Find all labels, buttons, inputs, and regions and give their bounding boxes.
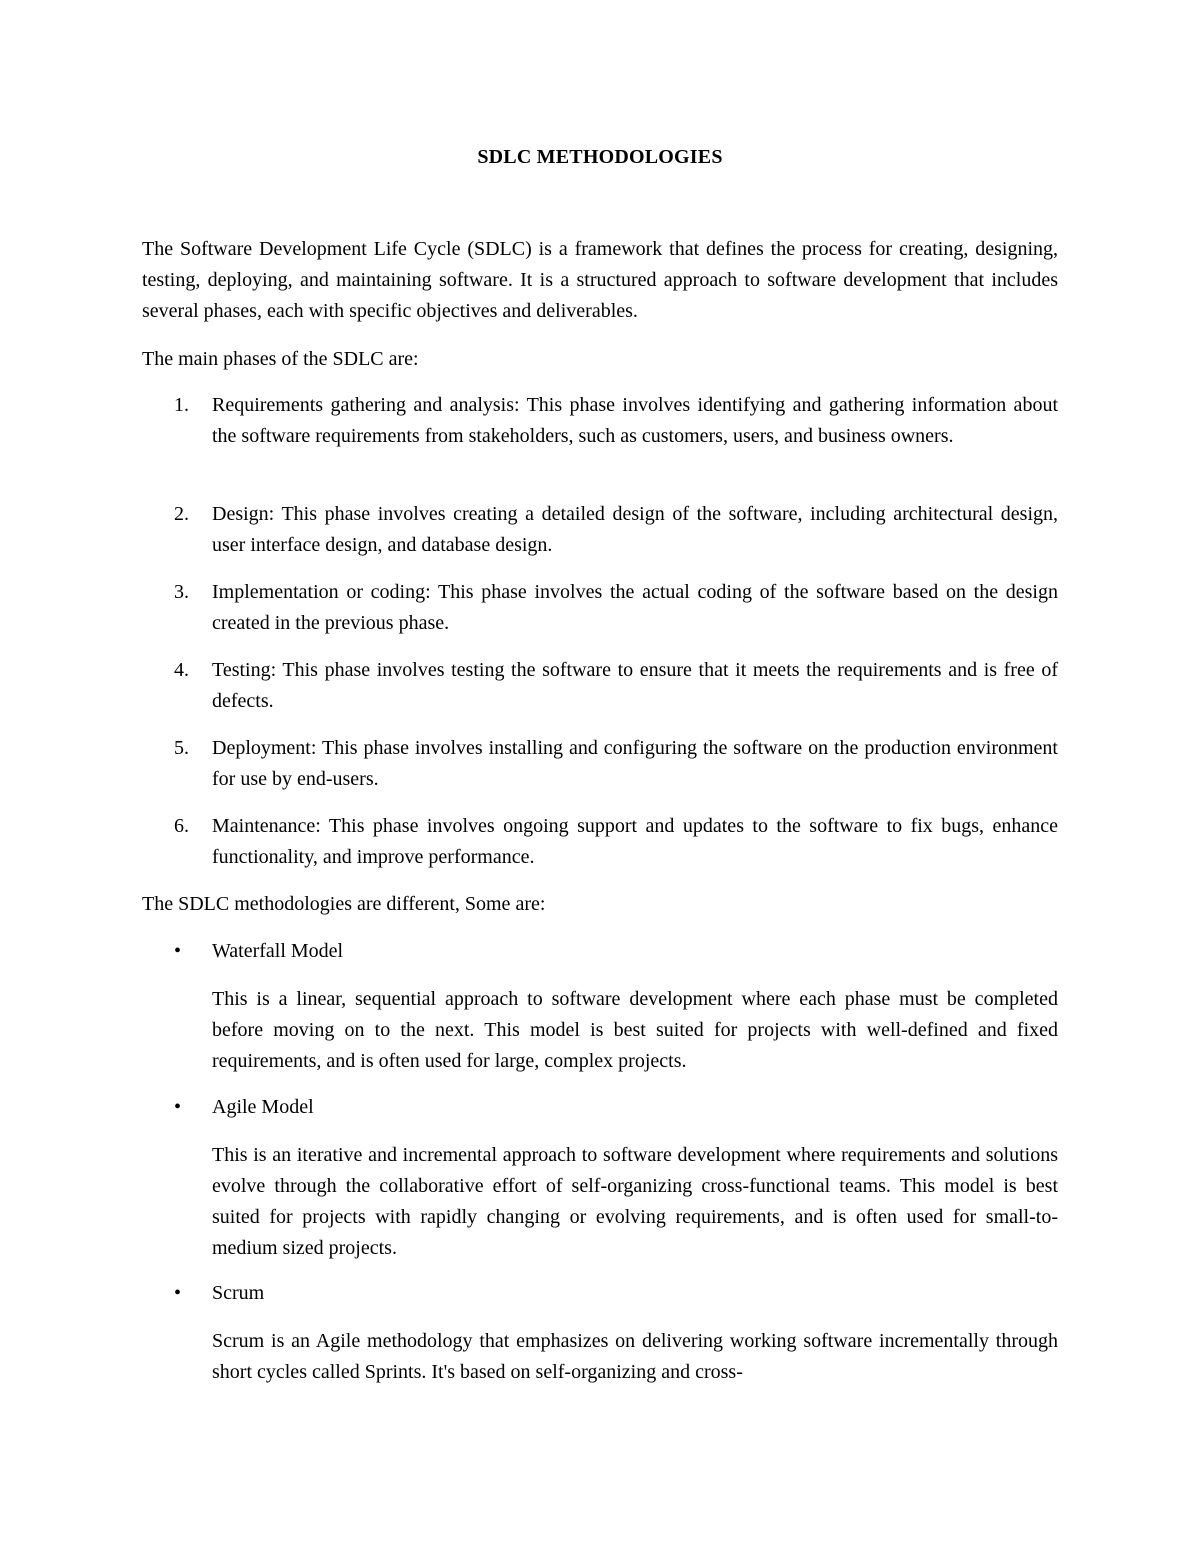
method-item-scrum <box>142 1278 1058 1388</box>
phase-item-requirements <box>142 390 1058 452</box>
method-name: Agile Model <box>212 1096 314 1118</box>
phase-item-deployment <box>142 733 1058 795</box>
list-number: 5. <box>174 737 189 759</box>
methods-label: The SDLC methodologies are different, Some are: <box>142 893 546 915</box>
list-number: 3. <box>174 581 189 603</box>
phase-text: Maintenance: This phase involves ongoing support and updates to the software to fix bugs, enhance functionality, and improve performance. <box>212 815 1058 868</box>
method-description: This is a linear, sequential approach to software development where each phase must be completed before moving on to the next. This model is best suited for projects with well-defined and fixed requirements, and is often used for large, complex projects. <box>212 988 1058 1072</box>
bullet-icon: • <box>174 940 182 962</box>
phase-text: Requirements gathering and analysis: This phase involves identifying and gathering information about the software requirements from stakeholders, such as customers, users, and business owners. <box>212 394 1058 447</box>
phase-text: Deployment: This phase involves installing and configuring the software on the production environment for use by end-users. <box>212 737 1058 790</box>
bullet-icon: • <box>174 1282 182 1304</box>
method-description: Scrum is an Agile methodology that emphasizes on delivering working software incrementally through short cycles called Sprints. It's based on self-organizing and cross- <box>212 1330 1058 1383</box>
phase-text: Implementation or coding: This phase involves the actual coding of the software based on the design created in the previous phase. <box>212 581 1058 634</box>
bullet-icon: • <box>174 1096 182 1118</box>
method-name: Scrum <box>212 1282 265 1304</box>
phase-item-design <box>142 499 1058 561</box>
page-title: SDLC METHODOLOGIES <box>477 146 723 168</box>
phase-item-maintenance <box>142 811 1058 873</box>
method-name: Waterfall Model <box>212 940 344 962</box>
phase-item-implementation <box>142 577 1058 639</box>
document-page <box>142 0 1058 1553</box>
intro-paragraph: The Software Development Life Cycle (SDLC) is a framework that defines the process for creating, designing, testing, deploying, and maintaining software. It is a structured approach to software development that includes several phases, each with specific objectives and deliverables. <box>142 238 1058 322</box>
method-item-waterfall <box>142 936 1058 1077</box>
phase-text: Design: This phase involves creating a detailed design of the software, including architectural design, user interface design, and database design. <box>212 503 1058 556</box>
method-description: This is an iterative and incremental approach to software development where requirements and solutions evolve through the collaborative effort of self-organizing cross-functional teams. This model is best suited for projects with rapidly changing or evolving requirements, and is often used for small-to-medium sized projects. <box>212 1144 1058 1259</box>
list-number: 6. <box>174 815 189 837</box>
phase-item-testing <box>142 655 1058 717</box>
list-number: 2. <box>174 503 189 525</box>
list-number: 1. <box>174 394 189 416</box>
phase-text: Testing: This phase involves testing the software to ensure that it meets the requirements and is free of defects. <box>212 659 1058 712</box>
list-number: 4. <box>174 659 189 681</box>
phases-label: The main phases of the SDLC are: <box>142 348 419 370</box>
method-item-agile <box>142 1092 1058 1264</box>
